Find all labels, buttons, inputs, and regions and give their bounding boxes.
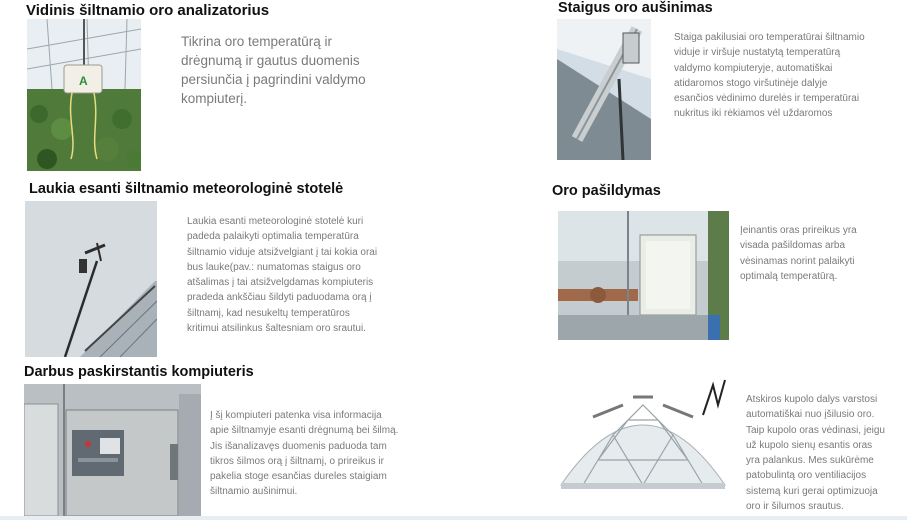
computer-line: pakelia stoge esančias dureles staigiam [210, 471, 387, 483]
analyzer-line: Tikrina oro temperatūrą ir [181, 34, 333, 49]
station-title: Laukia esanti šiltnamio meteorologinė stotelė [29, 181, 344, 197]
ventilation-line: patobulintą oro ventiliacijos [746, 470, 867, 482]
cooling-photo [557, 19, 651, 160]
computer-line: apie šiltnamyje esanti drėgnumą bei šilmą. [210, 425, 399, 437]
ventilation-line: už kupolo sienų esantis oras [746, 439, 873, 451]
cooling-description [674, 30, 904, 122]
svg-text:A: A [79, 74, 88, 88]
bottom-divider [0, 516, 907, 520]
station-line: atšalimas į tai atsižvelgdamas kompiuteris [187, 277, 374, 289]
station-description [187, 214, 417, 336]
station-line: padeda palaikyti optimalia temperatūra [187, 231, 359, 243]
analyzer-line: persiunčia į pagrindini valdymo [181, 72, 366, 88]
station-line: šiltnamio viduje atsižvelgiant į tai kokia orai [187, 246, 378, 258]
station-line: kritimui atsilinkus šaltesniam oro srautui. [187, 323, 366, 335]
computer-photo [24, 384, 201, 516]
ventilation-line: Taip kupolo oras vėdinasi, jeigu [746, 424, 885, 436]
station-line: šiltnamį, kad nesukeltų temperatūros [187, 307, 350, 319]
computer-line: tikros šilmos orą į šiltnamį, o prireikus ir [210, 455, 384, 467]
analyzer-title: Vidinis šiltnamio oro analizatorius [26, 2, 270, 19]
cooling-line: nukritus iki rėkiamos vėl uždaromos [674, 108, 833, 120]
analyzer-photo [27, 19, 141, 171]
ventilation-line: oro ir šilumos srautus. [746, 501, 844, 513]
cooling-line: Staiga pakilusiai oro temperatūrai šiltnamio [674, 32, 865, 43]
computer-line: Į šį kompiuteri patenka visa informacija [210, 410, 382, 421]
heating-line: vėsinamas norint palaikyti [740, 255, 855, 267]
station-line: bus lauke(pav.: numatomas staigus oro [187, 261, 361, 273]
heating-title: Oro pašildymas [552, 183, 661, 199]
heating-line: optimalą temperatūrą. [740, 270, 838, 282]
cooling-line: valdymo kompiuteryje, automatiškai [674, 62, 833, 74]
station-photo [25, 201, 157, 357]
computer-description [210, 408, 445, 500]
cooling-line: viduje ir viršuje nustatytą temperatūrą [674, 47, 841, 59]
station-line: Laukia esanti meteorologinė stotelė kuri [187, 216, 364, 227]
computer-line: šiltnamio aušinimui. [210, 486, 298, 498]
ventilation-line: yra palankus. Mes sukūrėme [746, 455, 874, 467]
ventilation-line: sistemą kuri gerai optimizuoja [746, 485, 878, 497]
ventilation-line: automatiškai nuo įšilusio oro. [746, 409, 875, 421]
heating-description [740, 223, 905, 284]
ventilation-description [746, 392, 906, 514]
computer-line: Jis išanalizavęs duomenis paduoda tam [210, 440, 387, 452]
cooling-line: atidaromos stogo viršutinėje dalyje [674, 77, 828, 89]
analyzer-line: kompiuterį. [181, 91, 248, 107]
cooling-title: Staigus oro aušinimas [558, 0, 713, 16]
heating-line: Įeinantis oras prireikus yra [740, 225, 857, 236]
heating-photo [558, 211, 729, 340]
station-line: pradeda ankščiau šildyti paduodama orą į [187, 292, 372, 304]
ventilation-photo [553, 375, 733, 518]
cooling-line: esančios vėdinimo durelės ir temperatūrai [674, 93, 860, 105]
analyzer-description [181, 32, 411, 109]
computer-title: Darbus paskirstantis kompiuteris [24, 364, 254, 380]
ventilation-line: Atskiros kupolo dalys varstosi [746, 394, 878, 405]
analyzer-line: drėgnumą ir gautus duomenis [181, 53, 360, 69]
heating-line: visada pašildomas arba [740, 240, 846, 252]
